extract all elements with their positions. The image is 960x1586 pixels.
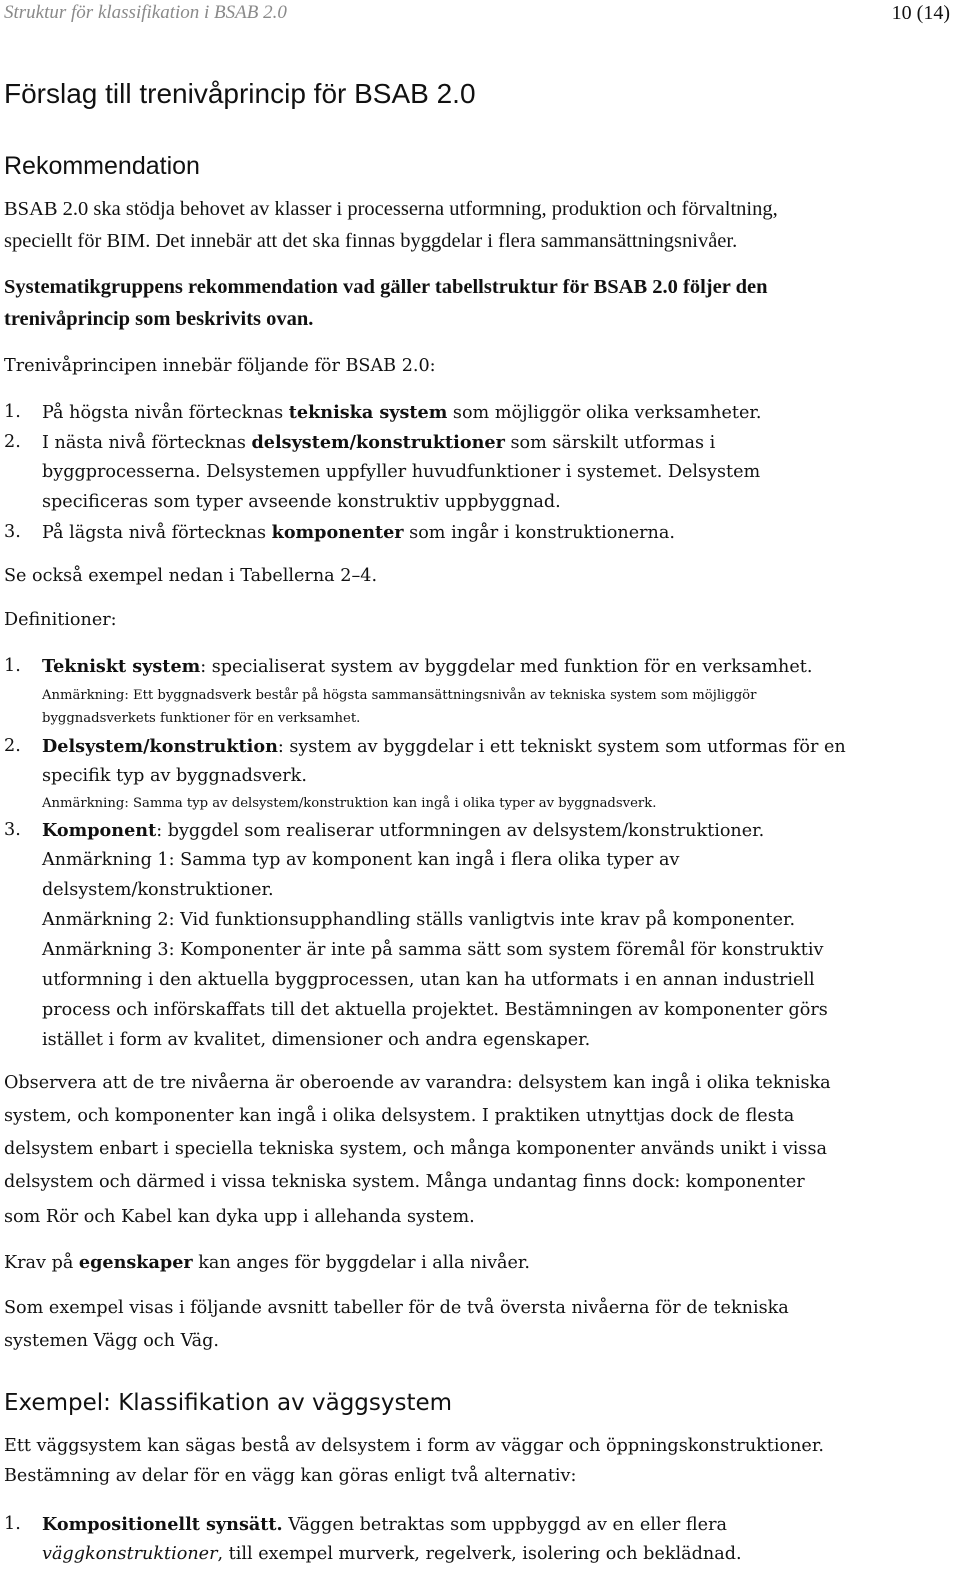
paragraph-line: Bestämning av delar för en vägg kan göras enligt två alternativ: <box>4 1466 577 1486</box>
paragraph-line: delsystem och därmed i vissa tekniska system. Många undantag finns dock: komponenter <box>4 1172 805 1192</box>
definition-text: specifik typ av byggnadsverk. <box>42 766 307 786</box>
example-heading: Exempel: Klassifikation av väggsystem <box>4 1390 453 1416</box>
paragraph-line: system, och komponenter kan ingå i olika delsystem. I praktiken utnyttjas dock de flesta <box>4 1106 795 1126</box>
paragraph-line: som Rör och Kabel kan dyka upp i allehanda system. <box>4 1207 475 1227</box>
list-item-text: väggkonstruktioner, till exempel murverk, regelverk, isolering och beklädnad. <box>42 1544 742 1564</box>
list-number: 2. <box>4 432 21 452</box>
definition-text: Tekniskt system: specialiserat system av byggdelar med funktion för en verksamhet. <box>42 656 813 677</box>
recommendation-line-1: Systematikgruppens rekommendation vad gäller tabellstruktur för BSAB 2.0 följer den <box>4 276 768 298</box>
definition-note: byggnadsverkets funktioner för en verksamhet. <box>42 711 361 726</box>
paragraph-line: delsystem enbart i speciella tekniska system, och många komponenter används unikt i vissa <box>4 1139 827 1159</box>
list-item-text: Kompositionellt synsätt. Väggen betraktas som uppbyggd av en eller flera <box>42 1514 727 1535</box>
running-header-title: Struktur för klassifikation i BSAB 2.0 <box>4 2 287 23</box>
section-heading: Förslag till trenivåprincip för BSAB 2.0 <box>4 78 476 109</box>
recommendation-line-2: trenivåprincip som beskrivits ovan. <box>4 308 314 330</box>
paragraph-line: Observera att de tre nivåerna är oberoende av varandra: delsystem kan ingå i olika tekniska <box>4 1073 831 1093</box>
definition-text: Delsystem/konstruktion: system av byggdelar i ett tekniskt system som utformas för en <box>42 736 846 757</box>
intro-line-1: BSAB 2.0 ska stödja behovet av klasser i processerna utformning, produktion och förvaltning, <box>4 198 778 220</box>
requirements-paragraph: Krav på egenskaper kan anges för byggdelar i alla nivåer. <box>4 1252 530 1273</box>
list-number: 1. <box>4 656 21 676</box>
list-item-text: På högsta nivån förtecknas tekniska system som möjliggör olika verksamheter. <box>42 402 762 423</box>
definition-note: process och införskaffats till det aktuella projektet. Bestämningen av komponenter görs <box>42 1000 828 1020</box>
list-number: 3. <box>4 820 21 840</box>
definition-note: istället i form av kvalitet, dimensioner och andra egenskaper. <box>42 1030 591 1050</box>
definition-note: delsystem/konstruktioner. <box>42 880 274 900</box>
list-number: 3. <box>4 522 21 542</box>
list-item <box>4 402 21 422</box>
list-number: 1. <box>4 402 21 422</box>
definition-note: Anmärkning 3: Komponenter är inte på samma sätt som system föremål för konstruktiv <box>42 940 824 960</box>
list-number: 1. <box>4 1514 21 1534</box>
definition-note: Anmärkning 2: Vid funktionsupphandling ställs vanligtvis inte krav på komponenter. <box>42 910 796 930</box>
definition-note: Anmärkning: Ett byggnadsverk består på högsta sammansättningsnivån av tekniska system som möjliggör <box>42 688 757 703</box>
subsection-heading: Rekommendation <box>4 152 200 180</box>
page-number: 10 (14) <box>891 2 950 24</box>
definition-text: Komponent: byggdel som realiserar utformningen av delsystem/konstruktioner. <box>42 820 765 841</box>
paragraph-line: Som exempel visas i följande avsnitt tabeller för de två översta nivåerna för de tekniska <box>4 1298 789 1318</box>
paragraph-line: systemen Vägg och Väg. <box>4 1331 219 1351</box>
list-number: 2. <box>4 736 21 756</box>
paragraph-line: Ett väggsystem kan sägas bestå av delsystem i form av väggar och öppningskonstruktioner. <box>4 1436 824 1456</box>
list-item-text: specificeras som typer avseende konstruktiv uppbyggnad. <box>42 492 561 512</box>
see-also: Se också exempel nedan i Tabellerna 2–4. <box>4 566 378 586</box>
intro-line-2: speciellt för BIM. Det innebär att det ska finnas byggdelar i flera sammansättningsnivåer. <box>4 230 738 252</box>
definitions-label: Definitioner: <box>4 610 117 630</box>
definition-note: utformning i den aktuella byggprocessen, utan kan ha utformats i en annan industriell <box>42 970 815 990</box>
principle-intro: Trenivåprincipen innebär följande för BSAB 2.0: <box>4 356 436 376</box>
definition-note: Anmärkning: Samma typ av delsystem/konstruktion kan ingå i olika typer av byggnadsverk. <box>42 796 657 811</box>
definition-note: Anmärkning 1: Samma typ av komponent kan ingå i flera olika typer av <box>42 850 680 870</box>
list-item-text: På lägsta nivå förtecknas komponenter som ingår i konstruktionerna. <box>42 522 675 543</box>
list-item-text: I nästa nivå förtecknas delsystem/konstruktioner som särskilt utformas i <box>42 432 716 453</box>
list-item-text: byggprocesserna. Delsystemen uppfyller huvudfunktioner i systemet. Delsystem <box>42 462 761 482</box>
